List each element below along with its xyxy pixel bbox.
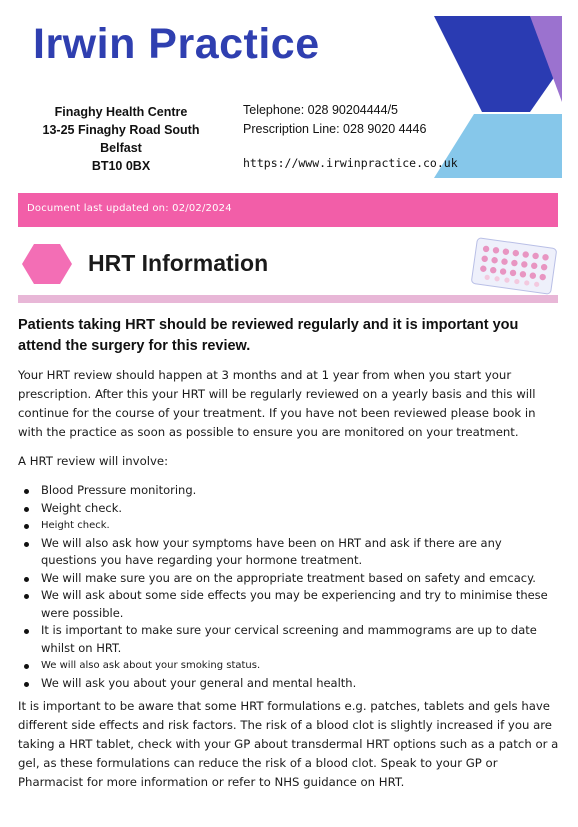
address-line: Finaghy Health Centre: [54, 105, 188, 119]
review-intro: A HRT review will involve:: [18, 454, 169, 468]
bullet-icon: [24, 577, 29, 582]
bullet-icon: [24, 524, 29, 529]
list-item: We will ask about some side effects you may be experiencing and try to minimise these were possible.: [18, 587, 558, 622]
bullet-icon: [24, 682, 29, 687]
address-line: BT10 0BX: [91, 159, 151, 173]
bullet-icon: [24, 507, 29, 512]
address-line: 13-25 Finaghy Road South: [42, 123, 200, 137]
updated-text: Document last updated on: 02/02/2024: [27, 203, 232, 214]
list-item: We will ask you about your general and mental health.: [18, 675, 558, 693]
review-checklist: [18, 482, 558, 692]
lead-statement: Patients taking HRT should be reviewed regularly and it is important you attend the surgery for this review.: [18, 317, 519, 354]
updated-banner: [18, 193, 558, 227]
section-divider: [18, 295, 558, 303]
bullet-icon: [24, 664, 29, 669]
list-item: It is important to make sure your cervical screening and mammograms are up to date whilst on HRT.: [18, 622, 558, 657]
header-decoration-shapes: [434, 16, 562, 178]
website-link[interactable]: https://www.irwinpractice.co.uk: [243, 156, 458, 170]
risk-paragraph: It is important to be aware that some HRT formulations e.g. patches, tablets and gels have different side effects and risk factors. The risk of a blood clot is slightly increased if you are taking a HRT tablet, check with your GP about transdermal HRT options such as a patch or a gel, as these formulations can reduce the risk of a blood clot. Speak to your GP or Pharmacist for more information or refer to NHS guidance on HRT.: [18, 699, 559, 789]
list-item: Height check.: [18, 517, 558, 535]
list-item: We will also ask how your symptoms have been on HRT and ask if there are any questions you have regarding your hormone treatment.: [18, 535, 558, 570]
hexagon-icon: [22, 244, 72, 284]
pill-pack-icon: [468, 235, 560, 297]
telephone: Telephone: 028 90204444/5: [243, 103, 399, 117]
practice-title: Irwin Practice: [33, 20, 320, 68]
contact-details: [243, 101, 426, 139]
list-item: We will also ask about your smoking status.: [18, 657, 558, 675]
list-item: We will make sure you are on the appropriate treatment based on safety and emcacy.: [18, 570, 558, 588]
section-title: HRT Information: [88, 250, 269, 276]
bullet-icon: [24, 542, 29, 547]
list-item: Weight check.: [18, 500, 558, 518]
bullet-icon: [24, 629, 29, 634]
practice-address: [18, 103, 224, 175]
list-item: Blood Pressure monitoring.: [18, 482, 558, 500]
address-line: Belfast: [100, 141, 142, 155]
bullet-icon: [24, 489, 29, 494]
review-timing-paragraph: Your HRT review should happen at 3 months and at 1 year from when you start your prescription. After this your HRT will be regularly reviewed on a yearly basis and this will continue for the course of your treatment. If you have not been reviewed please book in with the practice as soon as possible to ensure you are monitored on your treatment.: [18, 368, 536, 439]
bullet-icon: [24, 594, 29, 599]
prescription-line: Prescription Line: 028 9020 4446: [243, 122, 427, 136]
